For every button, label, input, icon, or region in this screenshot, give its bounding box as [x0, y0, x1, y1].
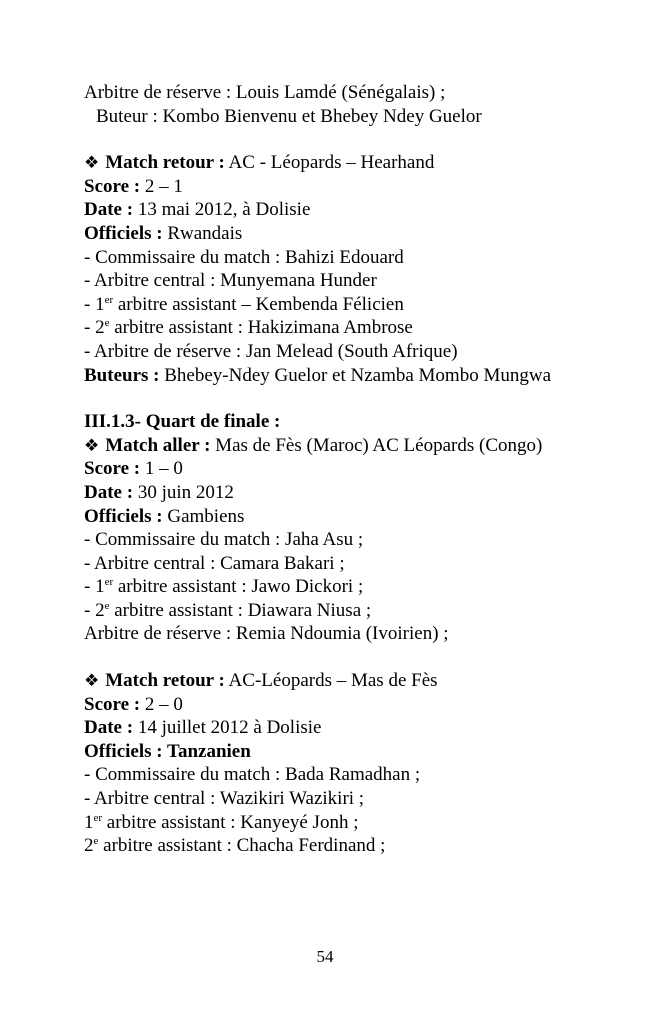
assistant1-prefix: - 1 — [84, 576, 105, 598]
date-line — [84, 481, 584, 505]
assistant2-prefix: 2 — [84, 835, 94, 857]
assistant1-prefix: 1 — [84, 811, 94, 833]
diamond-bullet-icon: ❖ — [84, 435, 100, 455]
document-page — [84, 81, 584, 858]
officials-line — [84, 740, 584, 764]
date-value: 30 juin 2012 — [133, 481, 234, 503]
match-heading-value: Mas de Fès (Maroc) AC Léopards (Congo) — [210, 434, 543, 456]
assistant2-line — [84, 834, 584, 858]
assistant1-line — [84, 811, 584, 835]
officials-label: Officiels : — [84, 222, 163, 244]
scorers-line: Buteur : Kombo Bienvenu et Bhebey Ndey Guelor — [96, 105, 482, 127]
commissioner-line: - Commissaire du match : Bada Ramadhan ; — [84, 764, 421, 786]
central-referee-line: - Arbitre central : Wazikiri Wazikiri ; — [84, 788, 365, 810]
scorers-label: Buteurs : — [84, 364, 160, 386]
scorers-value: Bhebey-Ndey Guelor et Nzamba Mombo Mungwa — [159, 364, 551, 386]
assistant2-sup: e — [93, 835, 99, 848]
assistant2-rest: arbitre assistant : Chacha Ferdinand ; — [98, 835, 386, 857]
score-value: 2 – 1 — [140, 175, 183, 197]
reserve-referee-line: Arbitre de réserve : Louis Lamdé (Sénégalais) ; — [84, 82, 446, 103]
assistant2-sup: e — [104, 599, 110, 612]
central-referee-line: - Arbitre central : Munyemana Hunder — [84, 270, 377, 292]
match-heading — [84, 434, 584, 458]
officials-line — [84, 505, 584, 529]
score-line — [84, 175, 584, 199]
score-label: Score : — [84, 175, 141, 197]
diamond-bullet-icon: ❖ — [84, 153, 100, 173]
page-number: 54 — [316, 947, 334, 966]
assistant2-rest: arbitre assistant : Hakizimana Ambrose — [109, 317, 413, 339]
reserve-referee-line: Arbitre de réserve : Remia Ndoumia (Ivoirien) ; — [84, 623, 449, 645]
central-referee-line: - Arbitre central : Camara Bakari ; — [84, 552, 345, 574]
date-label: Date : — [84, 199, 134, 221]
officials-value: Rwandais — [162, 222, 243, 244]
officials-value: Gambiens — [162, 505, 245, 527]
date-line — [84, 198, 584, 222]
section-title — [84, 410, 584, 434]
assistant1-prefix: - 1 — [84, 293, 105, 315]
match-heading-value: AC - Léopards – Hearhand — [224, 152, 435, 174]
diamond-bullet-icon: ❖ — [84, 671, 100, 691]
assistant2-rest: arbitre assistant : Diawara Niusa ; — [109, 599, 372, 621]
score-label: Score : — [84, 458, 141, 480]
date-label: Date : — [84, 481, 134, 503]
assistant2-line — [84, 316, 584, 340]
assistant1-sup: er — [104, 576, 114, 589]
assistant1-rest: arbitre assistant : Jawo Dickori ; — [113, 576, 364, 598]
score-line — [84, 457, 584, 481]
officials-label: Officiels : — [84, 505, 163, 527]
match-heading-label: Match retour : — [105, 152, 225, 174]
commissioner-line: - Commissaire du match : Bahizi Edouard — [84, 246, 404, 268]
assistant1-sup: er — [104, 293, 114, 306]
date-line — [84, 716, 584, 740]
match-heading — [84, 151, 584, 175]
match-heading-label: Match retour : — [105, 670, 225, 692]
score-value: 1 – 0 — [140, 458, 183, 480]
assistant1-line — [84, 293, 584, 317]
officials-line — [84, 222, 584, 246]
date-value: 14 juillet 2012 à Dolisie — [133, 717, 322, 739]
spacer — [84, 128, 584, 151]
reserve-referee-line: - Arbitre de réserve : Jan Melead (South Afrique) — [84, 340, 458, 362]
match-heading-value: AC-Léopards – Mas de Fès — [224, 670, 438, 692]
officials-label: Officiels : Tanzanien — [84, 740, 251, 762]
assistant1-sup: er — [93, 811, 103, 824]
section-title-text: III.1.3- Quart de finale : — [84, 411, 281, 433]
assistant2-line — [84, 599, 584, 623]
date-label: Date : — [84, 717, 134, 739]
scorers-line — [84, 364, 584, 388]
score-value: 2 – 0 — [140, 693, 183, 715]
assistant1-rest: arbitre assistant – Kembenda Félicien — [113, 293, 404, 315]
spacer — [84, 387, 584, 410]
score-line — [84, 693, 584, 717]
spacer — [84, 646, 584, 669]
assistant1-line — [84, 575, 584, 599]
assistant2-prefix: - 2 — [84, 317, 105, 339]
score-label: Score : — [84, 693, 141, 715]
match-heading-label: Match aller : — [105, 434, 211, 456]
assistant1-rest: arbitre assistant : Kanyeyé Jonh ; — [102, 811, 359, 833]
date-value: 13 mai 2012, à Dolisie — [133, 199, 311, 221]
commissioner-line: - Commissaire du match : Jaha Asu ; — [84, 529, 364, 551]
assistant2-prefix: - 2 — [84, 599, 105, 621]
match-heading — [84, 669, 584, 693]
assistant2-sup: e — [104, 317, 110, 330]
